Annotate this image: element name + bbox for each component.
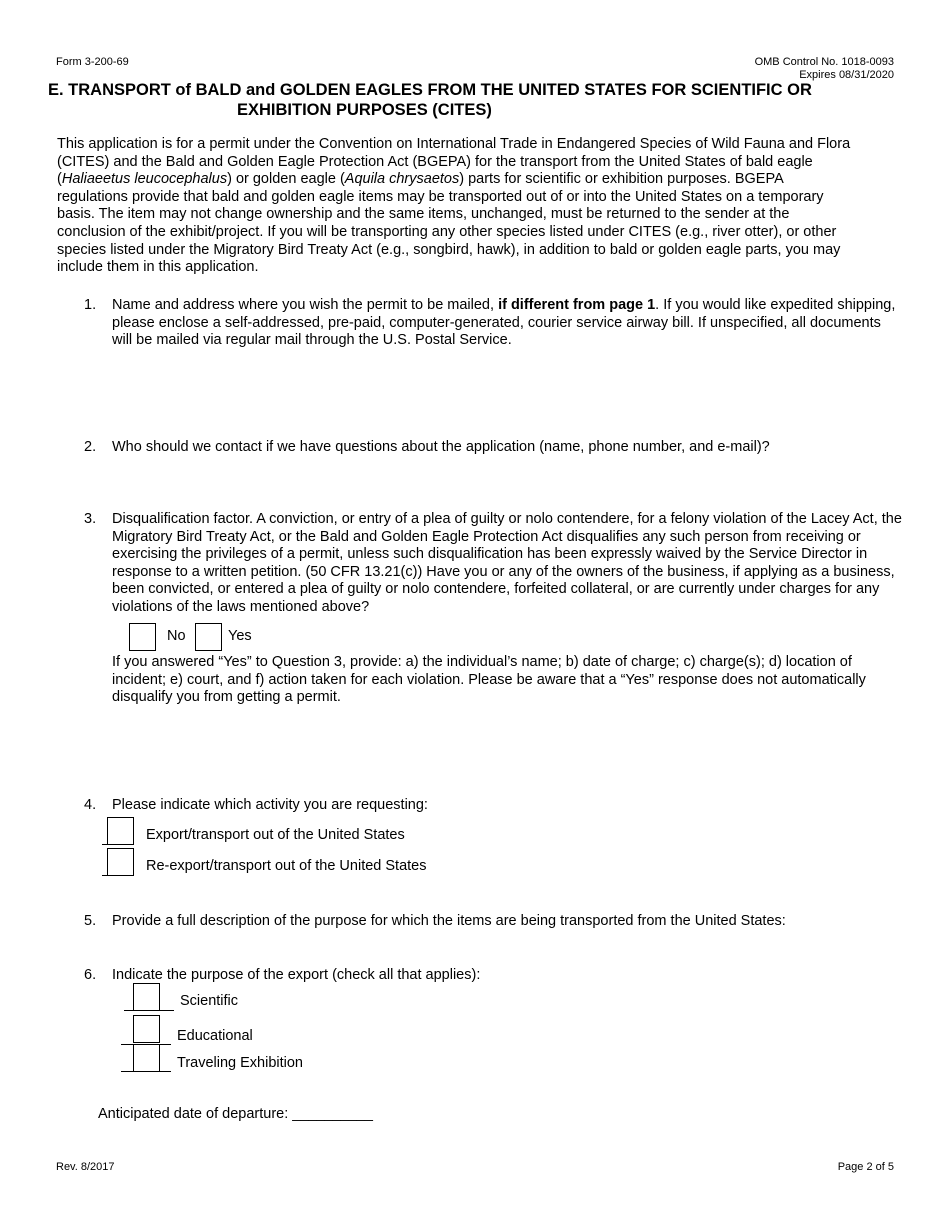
q6-scientific-label: Scientific [180,993,239,1009]
section-title [48,80,868,120]
q3-yes-label: Yes [228,628,252,644]
q6-educational-label: Educational [177,1028,253,1044]
q6-traveling-exhibition-label: Traveling Exhibition [177,1055,303,1071]
section-title-line2: EXHIBITION PURPOSES (CITES) [237,101,492,119]
question-6-number: 6. [84,967,97,983]
q6-scientific-checkbox[interactable] [133,983,160,1011]
expiration-date: Expires 08/31/2020 [799,69,894,81]
form-number: Form 3-200-69 [56,56,129,68]
question-3-text: Disqualification factor. A conviction, or entry of a plea of guilty or nolo contendere, for a felony violation of the Lacey Act, the Migratory Bird Treaty Act, or the Bald and Golden Eagle Protection Act disqualifies any such person from receiving or exercising the privileges of a permit, unless such disqualification has been expressly waived by the Service Director in response to a written petition. (50 CFR 13.21(c)) Have you or any of the owners of the business, if applying as a business, been convicted, or entered a plea of guilty or nolo contendere, forfeited collateral, or are currently under charges for any violations of the laws mentioned above? [112,511,902,615]
question-6-text: Indicate the purpose of the export (check all that applies): [112,967,481,983]
question-1-text-a: Name and address where you wish the permit to be mailed, [112,297,499,313]
question-5-number: 5. [84,913,97,929]
q3-yes-checkbox[interactable] [195,623,222,651]
revision-date: Rev. 8/2017 [56,1161,115,1173]
q3-no-label: No [167,628,186,644]
departure-date-field[interactable]: Anticipated date of departure: __________ [98,1106,373,1122]
species-golden-eagle: Aquila chrysaetos [344,171,460,188]
intro-text-3: ) parts for scientific or exhibition purposes. BGEPA regulations provide that bald and golden eagle items may be transported out of or into the United States on a temporary basis. The item may not change ownership and the same items, unchanged, must be returned to the sender at the conclusion of the exhibit/project. If you will be transporting any other species listed under CITES (e.g., river otter), or other species listed under the Migratory Bird Treaty Act (e.g., songbird, hawk), in addition to bald or golden eagle parts, you may include them in this application. [57,171,841,276]
question-3-followup: If you answered “Yes” to Question 3, provide: a) the individual’s name; b) date of charge; c) charge(s); d) location of incident; e) court, and f) action taken for each violation. Please be aware that a “Yes” response does not automatically disqualify you from getting a permit. [112,654,866,706]
q3-no-checkbox[interactable] [129,623,156,651]
intro-paragraph [57,136,857,277]
question-4-number: 4. [84,797,97,813]
question-2-number: 2. [84,439,97,455]
question-1-number: 1. [84,297,97,313]
omb-control-number: OMB Control No. 1018-0093 [754,56,894,68]
species-bald-eagle: Haliaeetus leucocephalus [61,171,228,188]
question-5-text: Provide a full description of the purpose for which the items are being transported from the United States: [112,913,786,929]
question-3-number: 3. [84,511,97,527]
intro-text-2: ) or golden eagle ( [227,171,345,188]
q4-export-checkbox[interactable] [107,817,134,845]
page-number: Page 2 of 5 [837,1161,894,1173]
question-4-text: Please indicate which activity you are requesting: [112,797,428,813]
question-1-text-b: . If you would like expedited shipping, please enclose a self-addressed, pre-paid, computer-generated, courier service airway bill. If unspecified, all documents will be mailed via regular mail through the U.S. Postal Service. [112,297,896,349]
omb-info [755,56,894,82]
q6-traveling-exhibition-checkbox[interactable] [133,1044,160,1072]
section-title-line1: E. TRANSPORT of BALD and GOLDEN EAGLES FROM THE UNITED STATES FOR SCIENTIFIC OR [48,81,812,99]
q4-reexport-checkbox[interactable] [107,848,134,876]
intro-text-1: This application is for a permit under the Convention on International Trade in Endangered Species of Wild Fauna and Flora (CITES) and the Bald and Golden Eagle Protection Act (BGEPA) for the transport from the United States of bald eagle ( [57,136,851,188]
q4-export-label: Export/transport out of the United States [146,827,405,843]
question-2-text: Who should we contact if we have questions about the application (name, phone number, and e-mail)? [112,439,770,455]
q6-educational-checkbox[interactable] [133,1015,160,1043]
question-1-bold: if different from page 1 [498,297,656,313]
q4-reexport-label: Re-export/transport out of the United States [146,858,427,874]
